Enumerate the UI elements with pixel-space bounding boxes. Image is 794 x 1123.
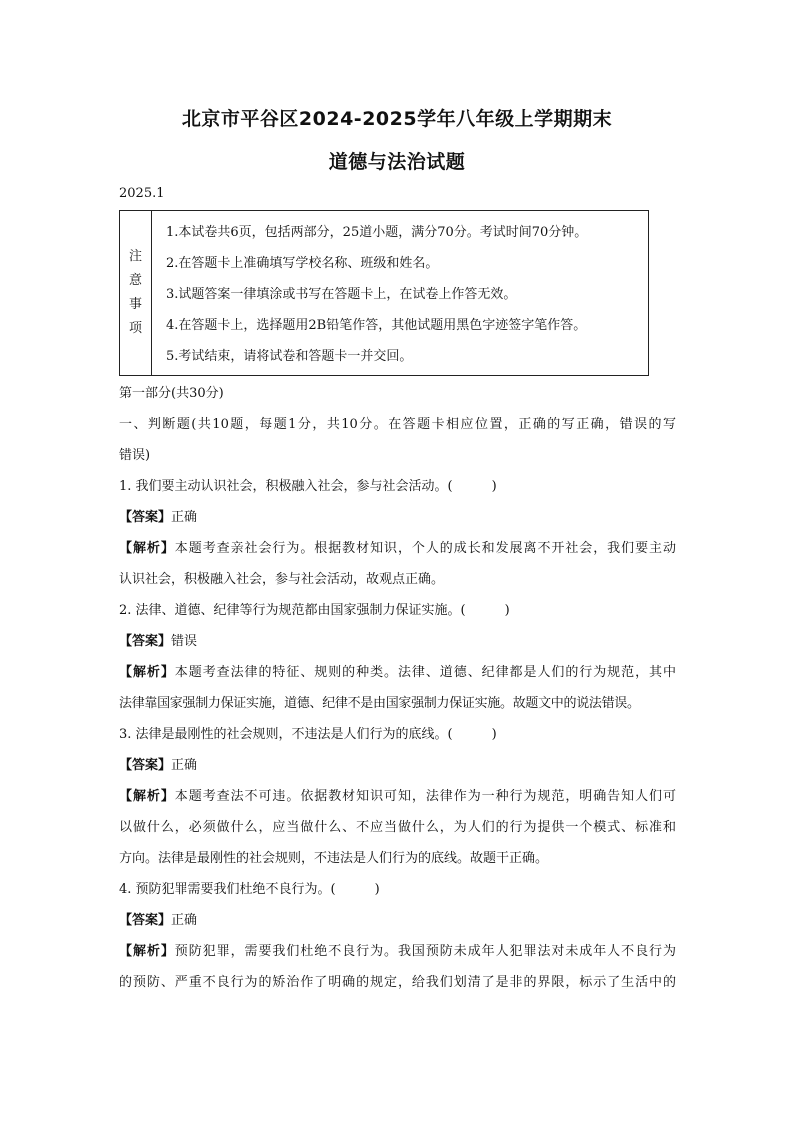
answer-label: 【答案】: [119, 913, 172, 928]
analysis-label: 【解析】: [119, 541, 175, 556]
analysis-line: [119, 538, 676, 569]
analysis-text: 预防犯罪，需要我们杜绝不良行为。我国预防未成年人犯罪法对未成年人不良行为: [174, 944, 676, 959]
answer-label: 【答案】: [119, 758, 172, 773]
notice-label: [120, 211, 152, 375]
answer-value: 正确: [171, 510, 198, 525]
section-instructions-cont: 错误): [119, 448, 151, 463]
analysis-line: 的预防、严重不良行为的矫治作了明确的规定，给我们划清了是非的界限，标示了生活中的: [119, 975, 676, 990]
analysis-label: 【解析】: [119, 789, 175, 804]
analysis-text: 本题考查法不可违。依据教材知识可知，法律作为一种行为规范，明确告知人们可: [174, 789, 676, 804]
notice-item: 4.在答题卡上，选择题用2B铅笔作答，其他试题用黑色字迹签字笔作答。: [166, 318, 587, 333]
answer-label: 【答案】: [119, 634, 172, 649]
analysis-line: [119, 786, 676, 817]
answer-label: 【答案】: [119, 510, 172, 525]
answer-value: 正确: [171, 913, 198, 928]
answer-value: 正确: [171, 758, 198, 773]
analysis-line: 认识社会，积极融入社会，参与社会活动，故观点正确。: [119, 572, 445, 587]
analysis-label: 【解析】: [119, 944, 175, 959]
analysis-label: 【解析】: [119, 665, 175, 680]
answer-line: [119, 910, 676, 941]
analysis-text: 本题考查法律的特征、规则的种类。法律、道德、纪律都是人们的行为规范，其中: [174, 665, 676, 680]
notice-item: 3.试题答案一律填涂或书写在答题卡上，在试卷上作答无效。: [166, 287, 517, 302]
question-stem: 3. 法律是最刚性的社会规则，不违法是人们行为的底线。( ): [119, 727, 497, 742]
notice-label-char: 意: [128, 273, 142, 288]
notice-item: 2.在答题卡上准确填写学校名称、班级和姓名。: [166, 256, 439, 271]
exam-title: 北京市平谷区2024-2025学年八年级上学期期末: [181, 108, 613, 130]
exam-subject-title: 道德与法治试题: [328, 151, 466, 173]
notice-item: 1.本试卷共6页，包括两部分，25道小题，满分70分。考试时间70分钟。: [166, 225, 588, 240]
analysis-line: [119, 662, 676, 693]
exam-date: 2025.1: [119, 186, 165, 201]
question-stem: 2. 法律、道德、纪律等行为规范都由国家强制力保证实施。( ): [119, 603, 510, 618]
answer-line: [119, 507, 676, 538]
analysis-line: 法律靠国家强制力保证实施，道德、纪律不是由国家强制力保证实施。故题文中的说法错误。: [119, 696, 640, 711]
answer-line: [119, 755, 676, 786]
analysis-text: 本题考查亲社会行为。根据教材知识，个人的成长和发展离不开社会，我们要主动: [174, 541, 676, 556]
question-stem: 4. 预防犯罪需要我们杜绝不良行为。( ): [119, 882, 380, 897]
exam-body: [119, 383, 676, 1003]
answer-line: [119, 631, 676, 662]
notice-label-char: 注: [128, 249, 142, 264]
answer-value: 错误: [171, 634, 198, 649]
notice-items: [166, 223, 642, 378]
notice-label-char: 事: [128, 297, 142, 312]
analysis-line: 方向。法律是最刚性的社会规则，不违法是人们行为的底线。故题干正确。: [119, 851, 549, 866]
analysis-line: [119, 941, 676, 972]
analysis-line: 以做什么，必须做什么，应当做什么、不应当做什么，为人们的行为提供一个模式、标准和: [119, 820, 676, 835]
section-instructions: 一、判断题(共10题，每题1分，共10分。在答题卡相应位置，正确的写正确，错误的写: [119, 417, 676, 432]
notice-label-char: 项: [128, 321, 142, 336]
notice-item: 5.考试结束，请将试卷和答题卡一并交回。: [166, 349, 413, 364]
part-heading: 第一部分(共30分): [119, 386, 224, 401]
notice-box: [119, 210, 649, 376]
question-stem: 1. 我们要主动认识社会，积极融入社会，参与社会活动。( ): [119, 479, 497, 494]
